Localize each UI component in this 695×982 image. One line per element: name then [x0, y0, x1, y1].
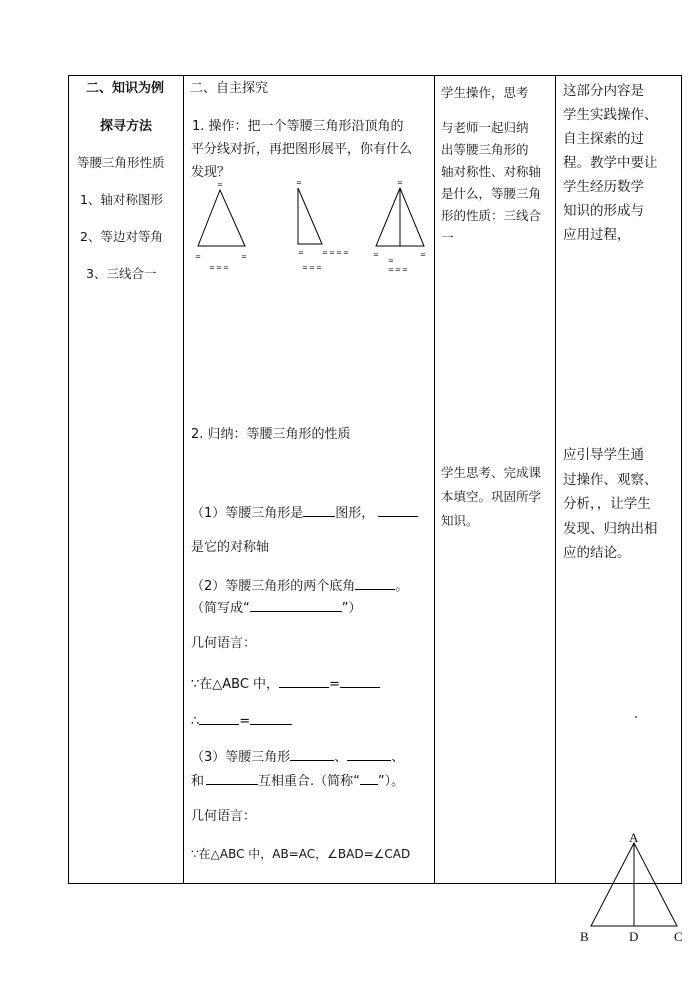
col4-top-text: [563, 79, 681, 247]
q2-blank-2[interactable]: [250, 600, 342, 612]
q3-blank-1[interactable]: [290, 749, 334, 761]
fig-mark: =: [216, 264, 222, 272]
geometry-line-3: ∵在△ABC 中，AB=AC，∠BAD=∠CAD: [191, 847, 411, 861]
col1-item-3: 3、三线合一: [86, 266, 157, 281]
geometry-line-1: [191, 676, 380, 691]
vertex-a-label: A: [629, 830, 639, 845]
geo2-text: ∴: [191, 714, 200, 729]
col1-item-2: 2、等边对等角: [80, 229, 163, 244]
geo1-blank-2[interactable]: [340, 676, 380, 688]
q2-text-a: （2）等腰三角形的两个底角: [191, 579, 356, 594]
col4-top-line: 这部分内容是: [563, 83, 644, 99]
geo2-blank-2[interactable]: [250, 713, 292, 725]
table-col-border-3: [555, 75, 556, 884]
q3-sep-2: 、: [391, 750, 405, 765]
table-col-border-4: [681, 75, 682, 884]
question-3-line-1: [191, 749, 404, 764]
q3-text-b: 和: [191, 774, 205, 789]
col4-top-line: 程。教学中要让: [563, 155, 658, 171]
table-col-border-0: [68, 75, 69, 884]
col3-top-line: 出等腰三角形的: [441, 142, 529, 157]
col1-item-1: 1、轴对称图形: [80, 192, 163, 207]
col4-top-line: 学生实践操作、: [563, 107, 658, 123]
col1-subheading: 探寻方法: [100, 119, 153, 134]
q2-text-d: ”）: [341, 601, 362, 616]
col3-top-line: 一: [441, 230, 454, 245]
question-1-line-2: 是它的对称轴: [191, 540, 270, 555]
folding-triangles-figure: [190, 178, 430, 278]
fig-mark: =: [316, 264, 322, 272]
geo1-eq: =: [329, 677, 340, 692]
fig-mark: =: [397, 179, 403, 187]
q3-blank-3[interactable]: [206, 773, 258, 785]
col4-mid-line: 应的结论。: [563, 545, 631, 561]
folded-triangle: [298, 188, 322, 244]
fig-mark: =: [395, 266, 401, 274]
col3-mid-line: 本填空。巩固所学: [441, 489, 542, 504]
col3-top-line: 与老师一起归纳: [441, 120, 529, 135]
col3-mid-line: 学生思考、完成课: [441, 465, 542, 480]
geo1-text: ∵在△ABC 中，: [191, 677, 280, 692]
geo2-blank-1[interactable]: [199, 713, 239, 725]
operation-line-2: 平分线对折，再把图形展平，你有什么: [191, 142, 413, 157]
question-2-line-2: [191, 600, 362, 615]
q1-text-b: 图形，: [335, 506, 375, 521]
q3-sep-1: 、: [334, 750, 348, 765]
q3-text-a: （3）等腰三角形: [191, 750, 291, 765]
col4-top-line: 自主探索的过: [563, 131, 644, 147]
q3-text-c: 互相重合.（简称“: [258, 774, 360, 789]
col3-top-line: 形的性质：三线合: [441, 208, 542, 223]
fig-mark: =: [296, 179, 302, 187]
fig-mark: =: [223, 264, 229, 272]
fig-mark: =: [309, 264, 315, 272]
fig-mark: =: [388, 257, 394, 265]
fig-mark: =: [209, 264, 215, 272]
q3-blank-2[interactable]: [347, 749, 391, 761]
col4-mid-line: 发现、归纳出相: [563, 520, 658, 537]
table-col-border-2: [434, 75, 435, 884]
geo1-blank-1[interactable]: [279, 676, 329, 688]
q2-text-c: （简写成“: [191, 601, 250, 616]
fig-mark: =: [420, 251, 426, 259]
q2-blank-1[interactable]: [355, 578, 395, 590]
q2-text-b: 。: [395, 579, 409, 594]
fig-mark: =: [336, 249, 342, 257]
col1-topic: 等腰三角形性质: [77, 155, 165, 170]
col3-top-line: 轴对称性、对称轴: [441, 164, 542, 179]
fig-mark: =: [302, 264, 308, 272]
geo2-eq: =: [239, 714, 251, 729]
col1-heading: 二、知识为例: [86, 81, 165, 96]
vertex-b-label: B: [580, 929, 589, 944]
col3-top-text: [441, 82, 553, 249]
col4-mid-line: 分析，，让学生: [563, 496, 651, 512]
geometry-label-1: 几何语言：: [191, 636, 257, 651]
fig-mark: =: [402, 266, 408, 274]
stray-dot: [635, 716, 637, 718]
operation-line-3: 发现？: [191, 165, 231, 180]
fig-mark: =: [388, 266, 394, 274]
col4-top-line: 学生经历数学: [563, 179, 644, 195]
operation-line-1: 1. 操作：把一个等腰三角形沿顶角的: [192, 119, 404, 134]
fig-mark: =: [329, 249, 335, 257]
q1-text-a: （1）等腰三角形是: [191, 506, 304, 521]
question-1-line-1: [191, 505, 418, 520]
col4-mid-text: [563, 443, 681, 566]
fig-mark: =: [322, 249, 328, 257]
fig-mark: =: [241, 253, 247, 261]
induce-title: 2. 归纳：等腰三角形的性质: [191, 427, 351, 442]
section-title: 二、自主探究: [190, 81, 269, 96]
fig-mark: =: [343, 249, 349, 257]
point-d-label: D: [629, 929, 639, 944]
col4-mid-line: 应引导学生通: [563, 447, 644, 463]
q3-text-d: ”）。: [377, 774, 405, 789]
col3-top-line: 是什么，等腰三角: [441, 186, 542, 201]
col3-top-line: 学生操作，思考: [441, 85, 529, 100]
geometry-label-2: 几何语言：: [191, 809, 257, 824]
fig-mark: =: [217, 181, 223, 189]
fig-mark: =: [373, 251, 379, 259]
question-2-line-1: [191, 578, 408, 593]
q3-blank-4[interactable]: [360, 773, 378, 785]
col3-top-line: [441, 104, 553, 117]
col3-mid-line: 知识。: [441, 513, 479, 528]
fig-mark: =: [195, 253, 201, 261]
col4-top-line: 知识的形成与: [563, 203, 644, 219]
col3-mid-text: [441, 461, 553, 533]
fig-mark: =: [298, 249, 304, 257]
q1-blank-2[interactable]: [378, 505, 418, 517]
vertex-c-label: C: [674, 929, 683, 944]
isosceles-triangle-1: [198, 190, 245, 246]
q1-blank-1[interactable]: [303, 505, 335, 517]
question-3-line-2: [191, 773, 404, 788]
geometry-line-2: [191, 713, 292, 728]
table-top-border: [68, 75, 682, 76]
col4-top-line: 应用过程，: [563, 227, 631, 243]
col4-mid-line: 过操作、观察、: [563, 471, 658, 488]
table-col-border-1: [183, 75, 184, 884]
